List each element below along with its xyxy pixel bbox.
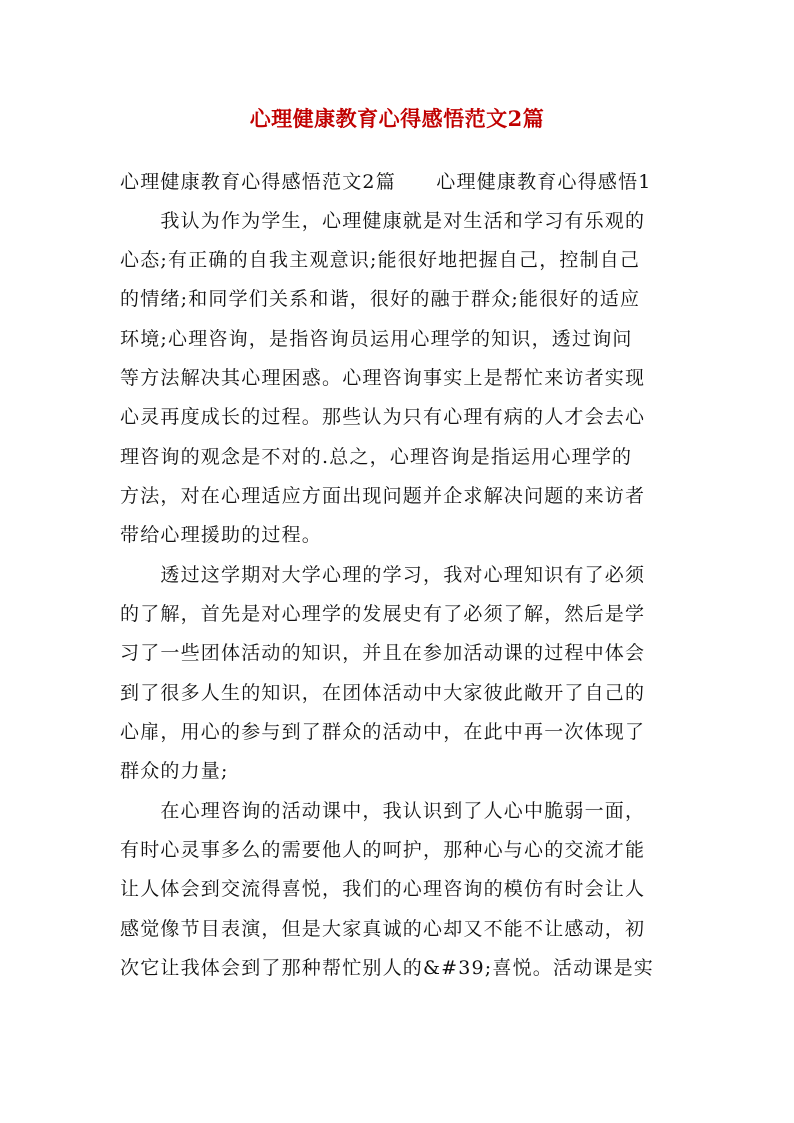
- text-line: 有时心灵事多么的需要他人的呵护，那种心与心的交流才能: [120, 839, 646, 861]
- text-line: 环境;心理咨询，是指咨询员运用心理学的知识，透过询问: [120, 328, 633, 350]
- text-line: 心态;有正确的自我主观意识;能很好地把握自己，控制自己: [120, 249, 641, 271]
- text-line: 的了解，首先是对心理学的发展史有了必须了解，然后是学: [120, 603, 646, 625]
- document-title: 心理健康教育心得感悟范文2篇: [249, 106, 545, 131]
- text-line: 我认为作为学生，心理健康就是对生活和学习有乐观的: [120, 210, 646, 232]
- text-line: 透过这学期对大学心理的学习，我对心理知识有了必须: [120, 564, 646, 586]
- text-line: 等方法解决其心理困惑。心理咨询事实上是帮忙来访者实现: [120, 367, 646, 389]
- text-line: 到了很多人生的知识，在团体活动中大家彼此敞开了自己的: [120, 682, 646, 704]
- text-line: 在心理咨询的活动课中，我认识到了人心中脆弱一面，: [120, 800, 646, 822]
- text-line: 群众的力量;: [120, 760, 229, 782]
- text-line: 的情绪;和同学们关系和谐，很好的融于群众;能很好的适应: [120, 288, 641, 310]
- text-line: 习了一些团体活动的知识，并且在参加活动课的过程中体会: [120, 642, 646, 664]
- text-line: 理咨询的观念是不对的.总之，心理咨询是指运用心理学的: [120, 446, 633, 468]
- text-line: 带给心理援助的过程。: [120, 524, 323, 546]
- text-line: 次它让我体会到了那种帮忙别人的&#39;喜悦。活动课是实: [120, 957, 655, 979]
- text-line: 感觉像节目表演，但是大家真诚的心却又不能不让感动，初: [120, 918, 646, 940]
- text-line: 心理健康教育心得感悟范文2篇 心理健康教育心得感悟1: [120, 171, 652, 193]
- text-line: 心灵再度成长的过程。那些认为只有心理有病的人才会去心: [120, 406, 646, 428]
- text-line: 让人体会到交流得喜悦，我们的心理咨询的模仿有时会让人: [120, 878, 646, 900]
- text-line: 心扉，用心的参与到了群众的活动中，在此中再一次体现了: [120, 721, 646, 743]
- text-line: 方法，对在心理适应方面出现问题并企求解决问题的来访者: [120, 485, 646, 507]
